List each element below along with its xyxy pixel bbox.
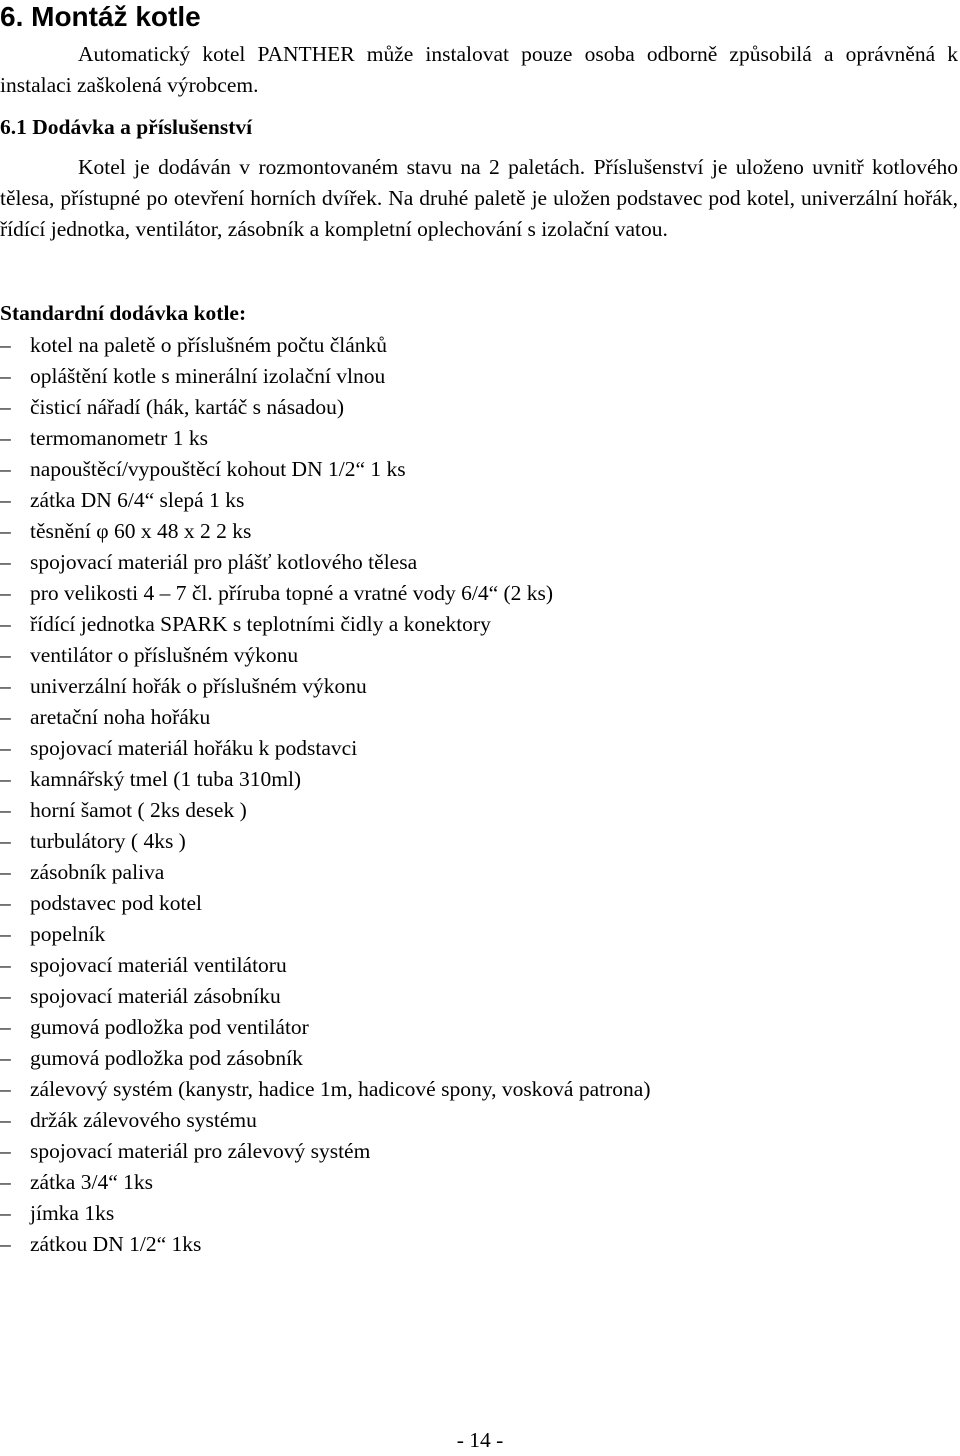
dash-bullet: – — [0, 426, 11, 450]
list-item-text: gumová podložka pod zásobník — [30, 1046, 303, 1070]
dash-bullet: – — [0, 1170, 11, 1194]
dash-bullet: – — [0, 829, 11, 853]
list-item-text: spojovací materiál hořáku k podstavci — [30, 736, 358, 760]
list-item-text: zátka 3/4“ 1ks — [30, 1170, 153, 1194]
dash-bullet: – — [0, 767, 11, 791]
dash-bullet: – — [0, 984, 11, 1008]
dash-bullet: – — [0, 643, 11, 667]
list-item-text: zátkou DN 1/2“ 1ks — [30, 1232, 202, 1256]
dash-bullet: – — [0, 891, 11, 915]
dash-bullet: – — [0, 333, 11, 357]
list-item-text: aretační noha hořáku — [30, 705, 211, 729]
dash-bullet: – — [0, 674, 11, 698]
list-item-text: pro velikosti 4 – 7 čl. příruba topné a vratné vody 6/4“ (2 ks) — [30, 581, 554, 605]
page-number: - 14 - — [456, 1428, 504, 1452]
list-item-text: držák zálevového systému — [30, 1108, 257, 1132]
dash-bullet: – — [0, 1139, 11, 1163]
list-item-text: napouštěcí/vypouštěcí kohout DN 1/2“ 1 ks — [30, 457, 406, 481]
list-item-text: řídící jednotka SPARK s teplotními čidly a konektory — [30, 612, 491, 636]
dash-bullet: – — [0, 457, 11, 481]
list-item-text: spojovací materiál zásobníku — [30, 984, 281, 1008]
dash-bullet: – — [0, 705, 11, 729]
list-item-text: spojovací materiál pro zálevový systém — [30, 1139, 371, 1163]
list-item-text: zásobník paliva — [30, 860, 165, 884]
dash-bullet: – — [0, 860, 11, 884]
list-item-text: termomanometr 1 ks — [30, 426, 208, 450]
dash-bullet: – — [0, 1201, 11, 1225]
dash-bullet: – — [0, 1046, 11, 1070]
list-item-text: jímka 1ks — [30, 1201, 115, 1225]
dash-bullet: – — [0, 519, 11, 543]
list-item-text: zátka DN 6/4“ slepá 1 ks — [30, 488, 245, 512]
list-item-text: gumová podložka pod ventilátor — [30, 1015, 309, 1039]
dash-bullet: – — [0, 395, 11, 419]
dash-bullet: – — [0, 550, 11, 574]
list-item-text: zálevový systém (kanystr, hadice 1m, hadicové spony, vosková patrona) — [30, 1077, 651, 1101]
dash-bullet: – — [0, 1108, 11, 1132]
list-item-text: čisticí nářadí (hák, kartáč s násadou) — [30, 395, 345, 419]
dash-bullet: – — [0, 953, 11, 977]
dash-bullet: – — [0, 736, 11, 760]
page-heading: 6. Montáž kotle — [0, 1, 201, 32]
list-item-text: podstavec pod kotel — [30, 891, 202, 915]
dash-bullet: – — [0, 1015, 11, 1039]
dash-bullet: – — [0, 798, 11, 822]
dash-bullet: – — [0, 1077, 11, 1101]
dash-bullet: – — [0, 581, 11, 605]
list-item-text: spojovací materiál pro plášť kotlového tělesa — [30, 550, 418, 574]
list-item-text: popelník — [30, 922, 106, 946]
section-heading: 6.1 Dodávka a příslušenství — [0, 115, 253, 139]
dash-bullet: – — [0, 488, 11, 512]
list-item-text: kotel na paletě o příslušném počtu článků — [30, 333, 388, 357]
dash-bullet: – — [0, 364, 11, 388]
list-item-text: těsnění φ 60 x 48 x 2 2 ks — [30, 519, 252, 543]
list-item-text: univerzální hořák o příslušném výkonu — [30, 674, 367, 698]
section-paragraph: Kotel je dodáván v rozmontovaném stavu na 2 paletách. Příslušenství je uloženo uvnitř kotlového tělesa, přístupné po otevření horních dvířek. Na druhé paletě je uložen podstavec pod kotel, univerzální hořák, řídící jednotka, ventilátor, zásobník a kompletní oplechování s izolační vatou. — [0, 155, 958, 241]
list-item-text: turbulátory ( 4ks ) — [30, 829, 186, 853]
dash-bullet: – — [0, 1232, 11, 1256]
list-heading: Standardní dodávka kotle: — [0, 301, 247, 325]
list-item-text: spojovací materiál ventilátoru — [30, 953, 287, 977]
list-item-text: ventilátor o příslušném výkonu — [30, 643, 299, 667]
intro-paragraph: Automatický kotel PANTHER může instalovat pouze osoba odborně způsobilá a oprávněná k instalaci zaškolená výrobcem. — [0, 42, 958, 97]
dash-bullet: – — [0, 922, 11, 946]
list-item-text: kamnářský tmel (1 tuba 310ml) — [30, 767, 302, 791]
list-item-text: horní šamot ( 2ks desek ) — [30, 798, 247, 822]
list-item-text: opláštění kotle s minerální izolační vlnou — [30, 364, 386, 388]
dash-bullet: – — [0, 612, 11, 636]
